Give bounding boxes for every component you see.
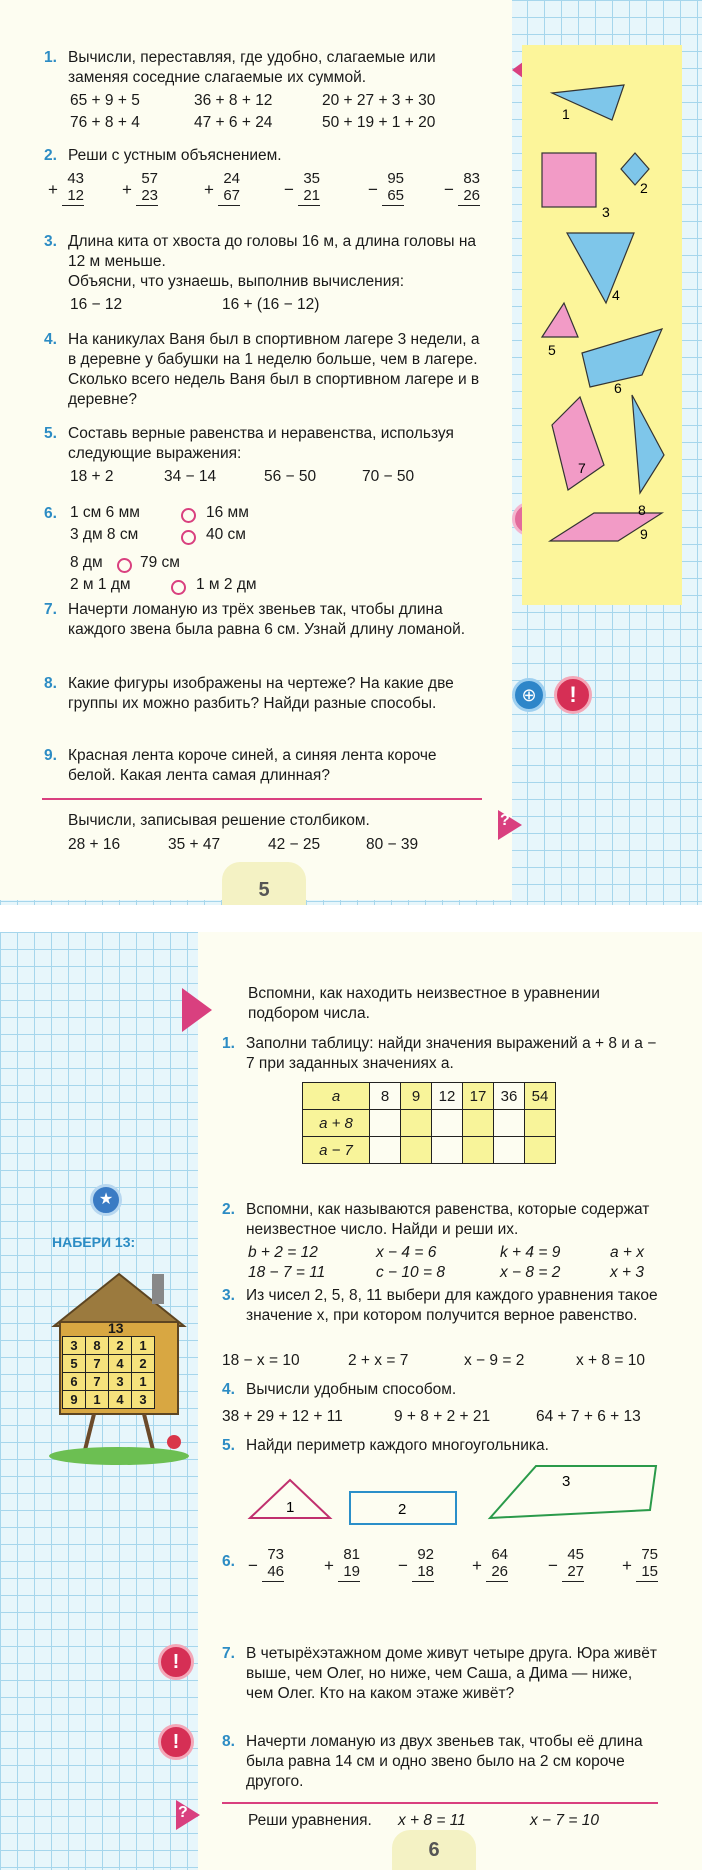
table-header-cell: 36 [494, 1083, 525, 1110]
task2-expr: x + 3 [610, 1264, 645, 1281]
task3-expr: x + 8 = 10 [576, 1352, 645, 1369]
table-header-cell: 8 [370, 1083, 401, 1110]
task5-expr: 56 − 50 [264, 468, 317, 485]
task6-right: 79 см [140, 554, 180, 571]
task6-left: 2 м 1 дм [70, 576, 131, 593]
task-1: 1. Вычисли, переставляя, где удобно, слагаемые или заменяя соседние слагаемые их суммой. [44, 49, 436, 86]
task5-expr: 70 − 50 [362, 468, 415, 485]
roof [54, 1274, 184, 1326]
task6-left: 8 дм [70, 554, 103, 571]
bonus-expr: 35 + 47 [168, 836, 221, 853]
table-cell[interactable] [432, 1110, 463, 1137]
grid-cell: 1 [132, 1373, 155, 1391]
task4-expr: 38 + 29 + 12 + 11 [222, 1408, 343, 1425]
bonus-title: Вычисли, записывая решение столбиком. [68, 812, 370, 829]
task2-expr: x − 4 = 6 [376, 1244, 437, 1261]
values-table [302, 1082, 556, 1164]
table-header-cell: 12 [432, 1083, 463, 1110]
task-7: 7. В четырёхэтажном доме живут четыре друга. Юра живёт выше, чем Олег, но ниже, чем Саша, а Дима — ниже, чем Олег. Кто на каком этаже живёт? [222, 1645, 657, 1702]
table-cell[interactable] [525, 1137, 556, 1164]
task2-expr: b + 2 = 12 [248, 1244, 318, 1261]
task3-expr: 16 + (16 − 12) [222, 296, 320, 313]
task-8: 8. Какие фигуры изображены на чертеже? На какие две группы их можно разбить? Найди разные способы. [44, 675, 454, 712]
compare-circle[interactable] [181, 508, 196, 523]
page-5: 1. Вычисли, переставляя, где удобно, слагаемые или заменяя соседние слагаемые их суммой. 65 + 9 + 5 36 + 8 + 12 20 + 27 + 3 + 30 76 + 8 + 4 47 + 6 + 24 50 + 19 + 1 + 20 2. Реши с устным объяснением. + 43 12 + 57 23 + 24 67 − 35 21 − 95 65 − 83 26 3. Длина кита от хвоста до головы 16 м, а длина головы на 12 м меньше. Объясни, что узнаешь, выполнив вычисления: 16 − 12 16 + (16 − 12) 4. На каникулах Ваня был в спортивном лагере 3 недели, а в деревне у бабушки на 1 неделю больше, чем в лагере. Сколько всего недель Ваня был в спортивном лагере и в деревне? 5. Составь верные равенства и неравенства, используя следующие выражения: 18 + 2 34 − 14 56 − 50 70 − 50 6. 1 см 6 мм 16 мм 3 дм 8 см 40 см 8 дм 79 см 2 м 1 дм 1 м 2 дм 7. Начерти ломаную из трёх звеньев так, чтобы длина каждого звена была равна 6 см. Узнай длину ломаной. 8. Какие фигуры изображены на чертеже? На какие две группы их можно разбить? Найди разные способы. 9. Красная лента короче синей, а синяя лента короче белой. Какая лента самая длинная? Вычисли, записывая решение столбиком. 28 + 16 35 + 47 42 − 25 80 − 39 ⊕ ! ? 1 2 3 4 5 6 7 8 9 5 [0, 0, 702, 905]
grid-cell: 4 [109, 1391, 132, 1409]
task4-expr: 9 + 8 + 2 + 21 [394, 1408, 491, 1425]
compare-circle[interactable] [171, 580, 186, 595]
side-label: НАБЕРИ 13: [52, 1234, 136, 1250]
grid-cell: 3 [63, 1337, 86, 1355]
figure-label: 9 [640, 526, 648, 542]
compare-circle[interactable] [117, 558, 132, 573]
task-3: 3. Из чисел 2, 5, 8, 11 выбери для каждого уравнения такое значение x, при котором получится верное равенство. [222, 1287, 658, 1324]
section-marker-icon [182, 988, 212, 1032]
task3-expr: x − 9 = 2 [464, 1352, 525, 1369]
figure-3 [542, 153, 596, 207]
table-cell[interactable] [463, 1110, 494, 1137]
grid-cell: 6 [63, 1373, 86, 1391]
column-difference: − 35 21 [284, 170, 320, 204]
number-grid [62, 1336, 155, 1409]
table-cell[interactable] [401, 1110, 432, 1137]
task-1: 1. Заполни таблицу: найди значения выражений а + 8 и а − 7 при заданных значениях а. [222, 1035, 657, 1072]
page-gap [0, 905, 702, 932]
question-mark: ? [178, 1804, 188, 1821]
table-cell[interactable] [432, 1137, 463, 1164]
task4-expr: 64 + 7 + 6 + 13 [536, 1408, 641, 1425]
figure-8 [632, 395, 664, 493]
table-row-label: а − 7 [303, 1137, 370, 1164]
intro: Вспомни, как находить неизвестное в уравнении подбором числа. [248, 985, 600, 1022]
table-header-cell: а [303, 1083, 370, 1110]
shapes-panel [522, 45, 682, 605]
grid-cell: 8 [86, 1337, 109, 1355]
exclamation-icon: ! [158, 1724, 194, 1760]
task-5: 5. Найди периметр каждого многоугольника. [222, 1437, 549, 1454]
table-cell[interactable] [494, 1137, 525, 1164]
polygon-label: 1 [286, 1499, 295, 1516]
column-difference: − 92 18 [398, 1546, 434, 1580]
figure-label: 8 [638, 502, 646, 518]
table-cell[interactable] [494, 1110, 525, 1137]
task6-right: 16 мм [206, 504, 249, 521]
grid-cell: 1 [86, 1391, 109, 1409]
exclamation-icon: ! [158, 1644, 194, 1680]
bonus-expr: 80 − 39 [366, 836, 419, 853]
page-number: 5 [222, 862, 306, 905]
bonus-expr: x + 8 = 11 [398, 1812, 466, 1829]
figure-7 [552, 397, 604, 490]
table-row-label: а + 8 [303, 1110, 370, 1137]
table-cell[interactable] [401, 1137, 432, 1164]
star-icon: ★ [90, 1184, 122, 1216]
column-sum: + 81 19 [324, 1546, 360, 1580]
polygon-3 [490, 1466, 656, 1518]
task1-expr: 65 + 9 + 5 [70, 92, 140, 109]
grid-cell: 5 [63, 1355, 86, 1373]
exclamation-icon: ! [554, 676, 592, 714]
mushroom-icon [167, 1435, 181, 1449]
column-difference: − 83 26 [444, 170, 480, 204]
task-3: 3. Длина кита от хвоста до головы 16 м, а длина головы на 12 м меньше. Объясни, что узнаешь, выполнив вычисления: [44, 233, 477, 290]
task-2: 2. Вспомни, как называются равенства, которые содержат неизвестное число. Найди и реши их. [222, 1201, 650, 1238]
task2-expr: x − 8 = 2 [500, 1264, 561, 1281]
grid-cell: 3 [109, 1373, 132, 1391]
task6-left: 1 см 6 мм [70, 504, 140, 521]
task3-expr: 18 − x = 10 [222, 1352, 300, 1369]
table-header-cell: 9 [401, 1083, 432, 1110]
column-difference: − 73 46 [248, 1546, 284, 1580]
column-sum: + 75 15 [622, 1546, 658, 1580]
task1-expr: 20 + 27 + 3 + 30 [322, 92, 436, 109]
figure-label: 1 [562, 106, 570, 122]
chimney [152, 1274, 164, 1304]
task1-expr: 36 + 8 + 12 [194, 92, 273, 109]
column-sum: + 24 67 [204, 170, 240, 204]
grass [49, 1447, 189, 1465]
figure-label: 5 [548, 342, 556, 358]
page-number: 6 [392, 1830, 476, 1870]
grid-cell: 3 [132, 1391, 155, 1409]
figures-drawing [522, 45, 682, 605]
task2-expr: 18 − 7 = 11 [248, 1264, 326, 1281]
task3-expr: 2 + x = 7 [348, 1352, 409, 1369]
task-7: 7. Начерти ломаную из трёх звеньев так, чтобы длина каждого звена была равна 6 см. Узнай длину ломаной. [44, 601, 466, 638]
grid-cell: 2 [109, 1337, 132, 1355]
task2-expr: k + 4 = 9 [500, 1244, 561, 1261]
compare-circle[interactable] [181, 530, 196, 545]
table-header-cell: 17 [463, 1083, 494, 1110]
computer-task-icon: ⊕ [512, 678, 546, 712]
figure-6 [582, 329, 662, 387]
figure-label: 3 [602, 204, 610, 220]
figure-label: 7 [578, 460, 586, 476]
grid-cell: 1 [132, 1337, 155, 1355]
table-cell[interactable] [525, 1110, 556, 1137]
grid-cell: 9 [63, 1391, 86, 1409]
figure-5 [542, 303, 578, 337]
task-4: 4. На каникулах Ваня был в спортивном лагере 3 недели, а в деревне у бабушки на 1 неделю больше, чем в лагере. Сколько всего недель Ваня был в спортивном лагере и в деревне? [44, 331, 480, 408]
polygon-label: 3 [562, 1473, 571, 1490]
question-mark: ? [500, 812, 510, 829]
task5-expr: 18 + 2 [70, 468, 114, 485]
figure-label: 4 [612, 287, 620, 303]
column-sum: + 64 26 [472, 1546, 508, 1580]
task1-expr: 76 + 8 + 4 [70, 114, 140, 131]
bonus-title: Реши уравнения. [248, 1812, 372, 1829]
figure-label: 6 [614, 380, 622, 396]
bonus-expr: x − 7 = 10 [530, 1812, 599, 1829]
column-sum: + 57 23 [122, 170, 158, 204]
task6-right: 40 см [206, 526, 246, 543]
polygons-drawing [240, 1460, 660, 1540]
figure-4 [567, 233, 634, 303]
grid-cell: 4 [109, 1355, 132, 1373]
column-sum: + 43 12 [48, 170, 84, 204]
task-5: 5. Составь верные равенства и неравенства, используя следующие выражения: [44, 425, 454, 462]
table-cell[interactable] [370, 1110, 401, 1137]
table-cell[interactable] [463, 1137, 494, 1164]
figure-label: 2 [640, 180, 648, 196]
polygon-label: 2 [398, 1501, 407, 1518]
divider [222, 1802, 658, 1804]
task-2: 2. Реши с устным объяснением. [44, 147, 282, 164]
task-9: 9. Красная лента короче синей, а синяя лента короче белой. Какая лента самая длинная? [44, 747, 437, 784]
task5-expr: 34 − 14 [164, 468, 217, 485]
divider [42, 798, 482, 800]
page-6: Вспомни, как находить неизвестное в уравнении подбором числа. 1. Заполни таблицу: найди значения выражений а + 8 и а − 7 при заданных значениях а. а 8 9 12 17 36 54 а + 8 а − 7 2. Вспомни, как называются равенства, которые содержат неизвестное число. Найди и реши их. b + 2 = 12 x − 4 = 6 k + 4 = 9 a + x 18 − 7 = 11 c − 10 = 8 x − 8 = 2 x + 3 3. Из чисел 2, 5, 8, 11 выбери для каждого уравнения такое значение x, при котором получится верное равенство. 18 − x = 10 2 + x = 7 x − 9 = 2 x + 8 = 10 4. Вычисли удобным способом. 38 + 29 + 12 + 11 9 + 8 + 2 + 21 64 + 7 + 6 + 13 5. Найди периметр каждого многоугольника. 1 2 3 6. − 73 46 + 81 19 − 92 18 + 64 26 − 45 27 + 75 15 7. В четырёхэтажном доме живут четыре друга. Юра живёт выше, чем Олег, но ниже, чем Саша, а Дима — ниже, чем Олег. Кто на каком этаже живёт? ! 8. Начерти ломаную из двух звеньев так, чтобы её длина была равна 14 см и одно звено было на 2 см короче другого. ! ? Реши уравнения. x + 8 = 11 x − 7 = 10 6 ★ НАБЕРИ 13: 13 3 8 2 1 5 7 4 2 6 7 3 1 9 1 4 3 [0, 932, 702, 1870]
house-number: 13 [108, 1320, 124, 1336]
bonus-expr: 42 − 25 [268, 836, 321, 853]
table-cell[interactable] [370, 1137, 401, 1164]
task3-expr: 16 − 12 [70, 296, 123, 313]
task6-right: 1 м 2 дм [196, 576, 257, 593]
task-4: 4. Вычисли удобным способом. [222, 1381, 457, 1398]
grid-cell: 7 [86, 1355, 109, 1373]
table-header-cell: 54 [525, 1083, 556, 1110]
grid-cell: 2 [132, 1355, 155, 1373]
column-difference: − 45 27 [548, 1546, 584, 1580]
column-difference: − 95 65 [368, 170, 404, 204]
task2-expr: c − 10 = 8 [376, 1264, 445, 1281]
task2-expr: a + x [610, 1244, 645, 1261]
bonus-expr: 28 + 16 [68, 836, 121, 853]
grid-cell: 7 [86, 1373, 109, 1391]
task1-expr: 47 + 6 + 24 [194, 114, 273, 131]
task1-expr: 50 + 19 + 1 + 20 [322, 114, 436, 131]
task6-left: 3 дм 8 см [70, 526, 139, 543]
task-8: 8. Начерти ломаную из двух звеньев так, чтобы её длина была равна 14 см и одно звено было на 2 см короче другого. [222, 1733, 643, 1790]
